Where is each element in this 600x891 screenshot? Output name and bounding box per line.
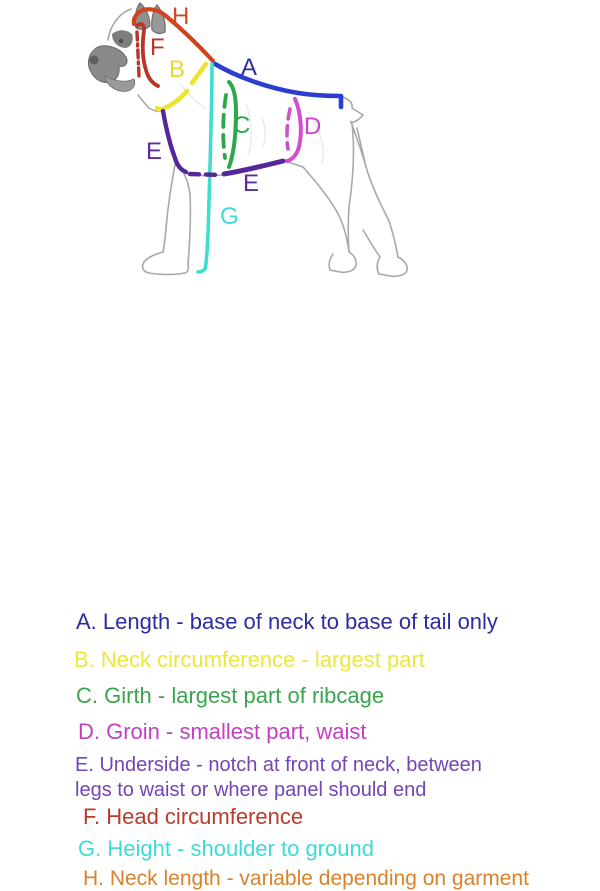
legend-item-e (75, 753, 482, 803)
legend-item-d: D. Groin - smallest part, waist (78, 719, 367, 744)
nose (90, 56, 99, 65)
line-d-groin-dashed (287, 109, 290, 149)
legend-item-e-line1: E. Underside - notch at front of neck, between (75, 754, 482, 776)
legend-item-g: G. Height - shoulder to ground (78, 836, 374, 861)
diagram-label-d: D (304, 113, 322, 140)
legend-item-c: C. Girth - largest part of ribcage (76, 683, 385, 708)
diagram-label-f: F (150, 34, 165, 61)
line-f-head-circumference-dashed (137, 32, 139, 76)
diagram-label-g: G (220, 203, 239, 230)
eye (119, 39, 123, 43)
diagram-label-c: C (233, 112, 251, 139)
legend-item-e-line2: legs to waist or where panel should end (75, 779, 427, 801)
legend-item-h: H. Neck length - variable depending on garment (83, 867, 529, 890)
line-g-height (198, 64, 212, 272)
diagram-label-b: B (169, 56, 186, 83)
line-b-neck-circumference-lower (157, 91, 187, 110)
face (88, 30, 134, 91)
diagram-label-a: A (241, 54, 258, 81)
line-e-underside-dashed (190, 174, 221, 175)
legend-item-b: B. Neck circumference - largest part (74, 647, 425, 672)
line-e-underside-chest (163, 111, 186, 172)
line-c-girth-dashed (223, 95, 226, 158)
line-b-neck-circumference-upper (192, 64, 206, 83)
diagram-label-h: H (172, 3, 190, 30)
legend-item-f: F. Head circumference (83, 804, 304, 829)
dog-diagram (0, 0, 600, 300)
dog-sketch (0, 0, 600, 300)
measurement-legend (0, 300, 600, 890)
diagram-label-e-belly: E (243, 170, 260, 197)
legend-item-a: A. Length - base of neck to base of tail only (76, 609, 498, 634)
diagram-label-e-chest: E (146, 138, 163, 165)
